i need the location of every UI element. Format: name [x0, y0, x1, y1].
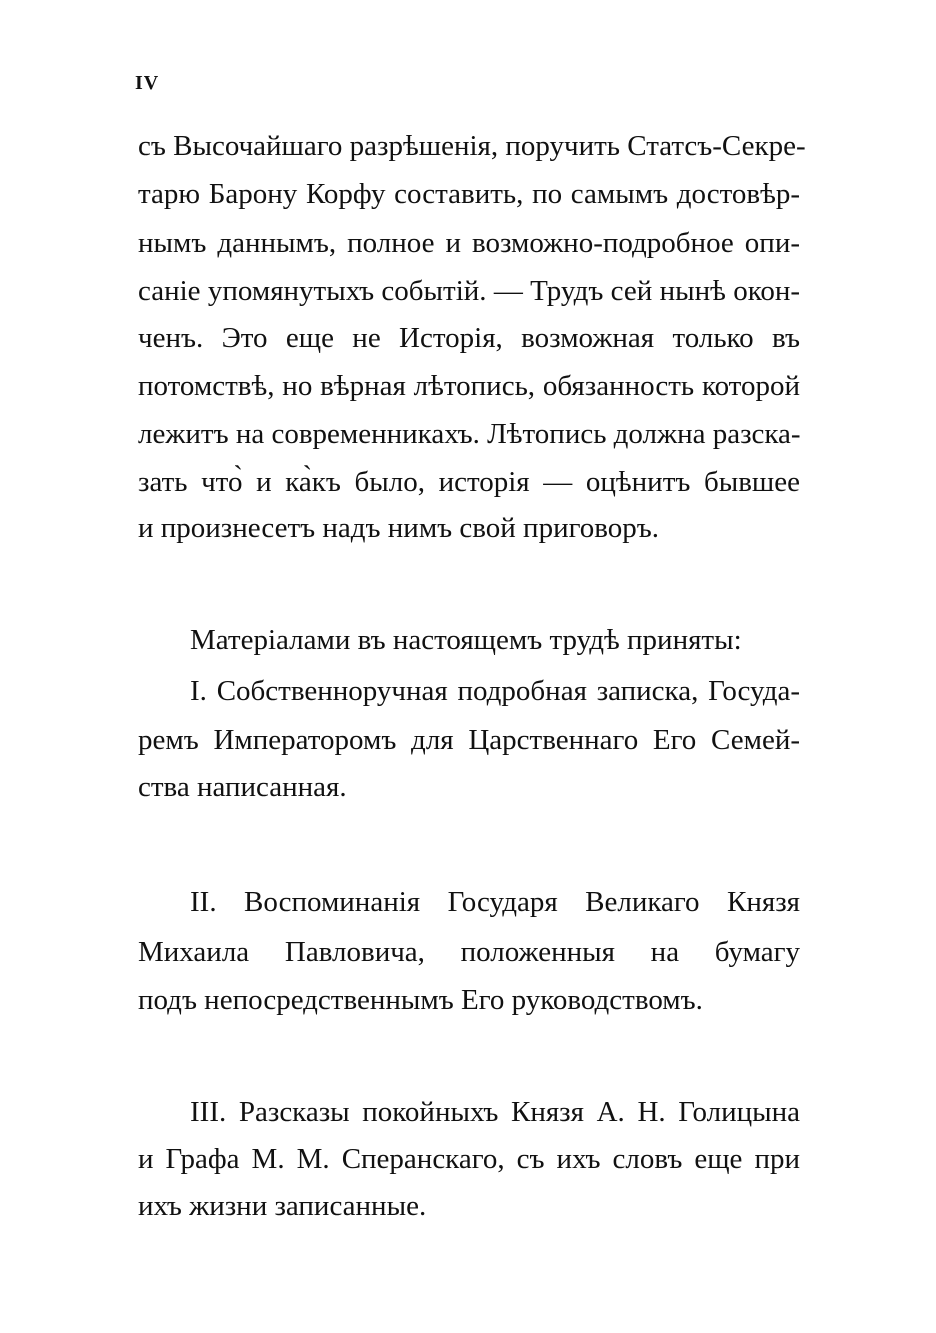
text-line: ства написанная.: [138, 771, 347, 803]
section-heading: Матеріалами въ настоящемъ трудѣ приняты:: [190, 624, 742, 656]
text-line: I. Собственноручная подробная записка, Госуда-: [190, 675, 800, 707]
text-line: потомствѣ, но вѣрная лѣтопись, обязанность которой: [138, 370, 800, 402]
text-line: тарю Барону Корфу составить, по самымъ достовѣр-: [138, 178, 800, 210]
page-number: IV: [135, 72, 160, 94]
text-line: саніе упомянутыхъ событій. — Трудъ сей нынѣ окон-: [138, 275, 800, 307]
text-line: II. Воспоминанія Государя Великаго Князя: [190, 886, 800, 918]
text-line: ихъ жизни записанные.: [138, 1190, 427, 1222]
text-line: лежитъ на современникахъ. Лѣтопись должна разска-: [138, 418, 801, 450]
text-line: нымъ даннымъ, полное и возможно-подробное опи-: [138, 227, 800, 259]
text-line: съ Высочайшаго разрѣшенія, поручить Статсъ-Секре-: [138, 130, 806, 162]
text-line: и произнесетъ надъ нимъ свой приговоръ.: [138, 512, 660, 544]
text-line: Михаила Павловича, положенныя на бумагу: [138, 936, 800, 968]
text-line: подъ непосредственнымъ Его руководствомъ.: [138, 984, 703, 1016]
text-line: зать что̀ и ка̀къ было, исторія — оцѣнитъ бывшее: [138, 466, 800, 498]
text-line: ченъ. Это еще не Исторія, возможная только въ: [138, 322, 800, 354]
text-line: ремъ Императоромъ для Царственнаго Его Семей-: [138, 724, 800, 756]
text-line: и Графа М. М. Сперанскаго, съ ихъ словъ еще при: [138, 1143, 800, 1175]
text-line: III. Разсказы покойныхъ Князя А. Н. Голицына: [190, 1096, 800, 1128]
